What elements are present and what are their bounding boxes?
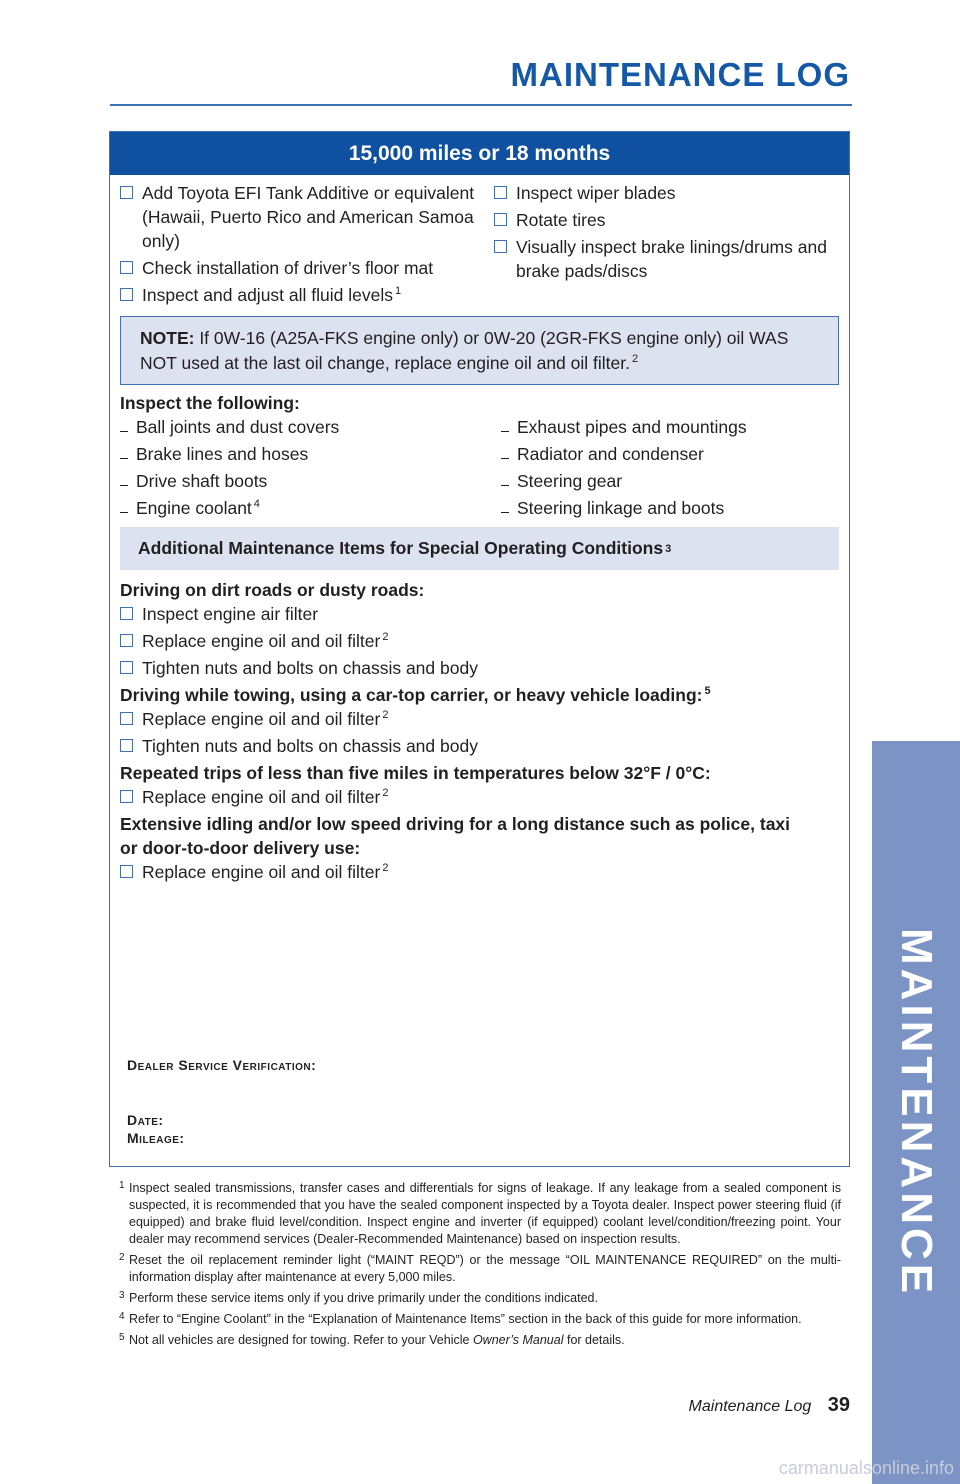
footnote: 4 Refer to “Engine Coolant” in the “Explanation of Maintenance Items” section in the back of this guide for more information. [119, 1311, 802, 1326]
special-conditions [110, 578, 849, 884]
checkbox[interactable] [494, 186, 507, 199]
checkbox[interactable] [120, 865, 133, 878]
blank-line [501, 470, 509, 486]
mileage-label: Mileage: [127, 1130, 185, 1146]
condition-item: Replace engine oil and oil filter $^2$ [120, 860, 839, 884]
footnote-ref: 2 [382, 862, 389, 875]
footnote-ref: 5 [704, 685, 711, 698]
inspect-heading: Inspect the following: [120, 393, 300, 413]
service-item-text: Rotate tires [516, 210, 606, 230]
condition-item: Tighten nuts and bolts on chassis and body [120, 734, 839, 758]
service-item [120, 283, 494, 307]
inspect-list-right [501, 415, 839, 523]
footnote-ref: 1 [394, 285, 402, 298]
footnote: 2 Reset the oil replacement reminder light (“MAINT REQD”) or the message “OIL MAINTENANCE REQUIRED” on the multi-information display after maintenance at every 5,000 miles. [119, 1252, 841, 1284]
dealer-verification-label: Dealer Service Verification: [127, 1057, 317, 1073]
service-item-text: Check installation of driver’s floor mat [142, 258, 434, 278]
condition-item: Replace engine oil and oil filter $^2$ [120, 707, 839, 731]
condition-item: Replace engine oil and oil filter $^2$ [120, 629, 839, 653]
date-label: Date: [127, 1112, 164, 1128]
condition-item: Replace engine oil and oil filter $^2$ [120, 785, 839, 809]
condition-item: Tighten nuts and bolts on chassis and body [120, 656, 839, 680]
note-label: NOTE: [140, 328, 195, 348]
watermark: carmanualsonline.info [778, 1458, 954, 1478]
condition-item: Inspect engine air filter [120, 602, 839, 626]
blank-line [120, 416, 128, 432]
inspect-item: Exhaust pipes and mountings [501, 415, 839, 439]
page-footer [689, 1394, 850, 1417]
side-tab-label: MAINTENANCE [892, 927, 941, 1298]
footnote-ref: 4 [253, 498, 260, 511]
footnotes [119, 1180, 841, 1353]
blank-line [120, 470, 128, 486]
service-item [494, 235, 839, 283]
service-item-text: Visually inspect brake linings/drums and brake pads/discs [516, 237, 827, 281]
oil-note [120, 316, 839, 385]
inspect-item: Drive shaft boots [120, 469, 501, 493]
interval-header: 15,000 miles or 18 months [110, 132, 849, 175]
footnote: 3 Perform these service items only if you drive primarily under the conditions indicated. [119, 1290, 598, 1305]
footnote: 1 Inspect sealed transmissions, transfer cases and differentials for signs of leakage. If any leakage from a sealed component is suspected, it is recommended that you have the sealed component inspected by a Toyota dealer. Inspect power steering fluid (if equipped) and brake fluid level/condition. Inspect engine and inverter (if equipped) coolant level/condition/freezing point. Your dealer may recommend services (Dealer-Recommended Maintenance) based on inspection results. [119, 1180, 841, 1246]
inspect-list-left [120, 415, 501, 523]
page-title: MAINTENANCE LOG [510, 56, 850, 93]
footnote-ref: 2 [631, 353, 639, 366]
footnote: 5 Not all vehicles are designed for towing. Refer to your Vehicle Owner’s Manual for details. [119, 1332, 625, 1347]
additional-items-header: Additional Maintenance Items for Special Operating Conditions 3 [120, 527, 839, 570]
inspect-list [110, 415, 849, 523]
service-item-text: Inspect and adjust all fluid levels $^1$ [142, 285, 402, 305]
service-items [110, 175, 849, 310]
blank-line [120, 443, 128, 459]
service-item [494, 181, 839, 205]
checkbox[interactable] [120, 661, 133, 674]
service-item-text: Inspect wiper blades [516, 183, 676, 203]
maintenance-log-box [109, 131, 850, 1167]
note-text: If 0W-16 (A25A-FKS engine only) or 0W-20 (2GR-FKS engine only) oil WAS NOT used at the last oil change, replace engine oil and oil filter. [140, 328, 789, 373]
inspect-item: Steering linkage and boots [501, 496, 839, 520]
page-number: 39 [827, 1394, 850, 1416]
inspect-item: Steering gear [501, 469, 839, 493]
condition-heading: Driving on dirt roads or dusty roads: [120, 580, 425, 600]
blank-line [120, 497, 128, 513]
inspect-item: Radiator and condenser [501, 442, 839, 466]
footnote-ref: 2 [382, 709, 389, 722]
blank-line [501, 443, 509, 459]
inspect-item: Brake lines and hoses [120, 442, 501, 466]
service-item-text: Add Toyota EFI Tank Additive or equivalent (Hawaii, Puerto Rico and American Samoa only) [142, 183, 475, 251]
checkbox[interactable] [120, 607, 133, 620]
blank-line [501, 497, 509, 513]
checkbox[interactable] [120, 790, 133, 803]
footnote-ref: 2 [382, 787, 389, 800]
condition-heading: Extensive idling and/or low speed driving for a long distance such as police, taxi or door-to-door delivery use: [120, 814, 791, 858]
checkbox[interactable] [120, 261, 133, 274]
service-items-right [494, 181, 839, 310]
blank-line [501, 416, 509, 432]
checkbox[interactable] [494, 240, 507, 253]
checkbox[interactable] [120, 186, 133, 199]
service-item [120, 256, 494, 280]
checkbox[interactable] [494, 213, 507, 226]
footnote-ref: 2 [382, 631, 389, 644]
inspect-item: Ball joints and dust covers [120, 415, 501, 439]
condition-heading: Driving while towing, using a car-top carrier, or heavy vehicle loading: $^5$ [120, 685, 711, 705]
footer-section-label: Maintenance Log [688, 1398, 812, 1415]
checkbox[interactable] [120, 634, 133, 647]
inspect-item: Engine coolant $^4$ [120, 496, 501, 520]
service-items-left [120, 181, 494, 310]
condition-heading: Repeated trips of less than five miles in temperatures below 32°F / 0°C: [120, 763, 711, 783]
service-item [494, 208, 839, 232]
title-divider [110, 104, 852, 106]
checkbox[interactable] [120, 712, 133, 725]
service-item [120, 181, 494, 253]
checkbox[interactable] [120, 739, 133, 752]
checkbox[interactable] [120, 288, 133, 301]
side-tab-label-wrap [872, 741, 960, 1484]
